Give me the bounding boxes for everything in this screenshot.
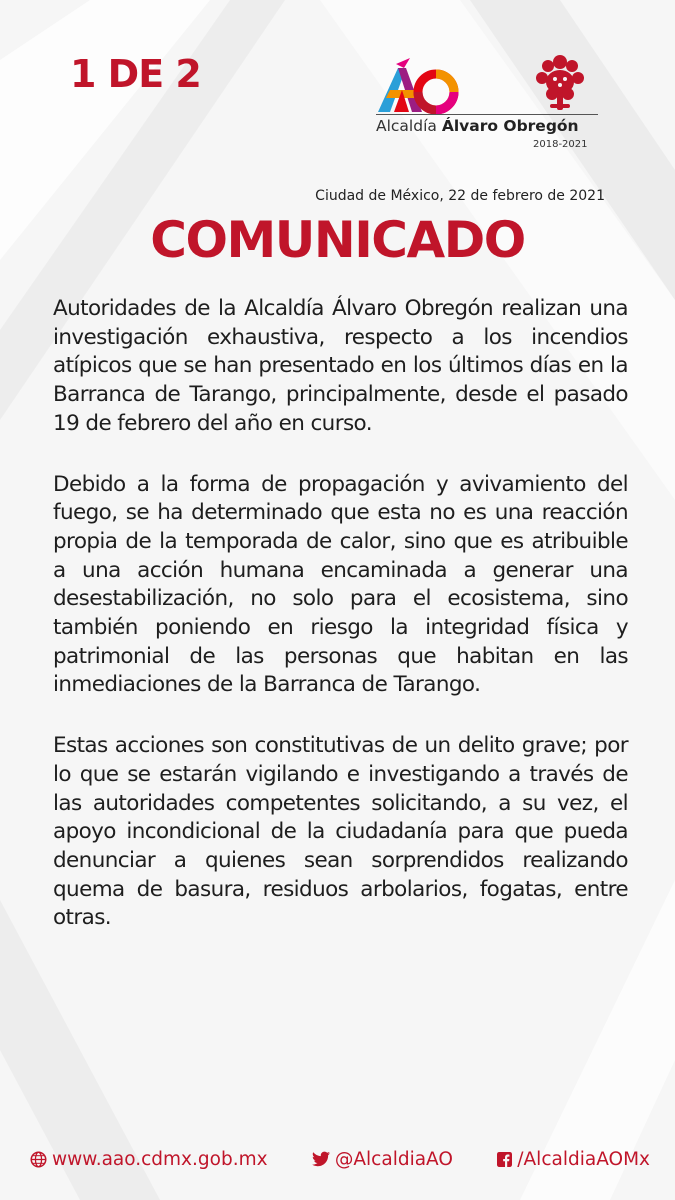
twitter-bird-icon xyxy=(312,1151,330,1167)
alcaldia-logo xyxy=(372,50,622,160)
logo-years: 2018-2021 xyxy=(533,139,588,150)
logo-name-prefix: Alcaldía xyxy=(376,117,437,135)
footer-website[interactable] xyxy=(30,1149,268,1170)
paragraph-3: Estas acciones son constitutivas de un delito grave; por lo que se estarán vigilando e investigando a través de las autoridades competentes solicitando, a su vez, el apoyo incondicional de la ciudadanía para que pueda denunciar a quienes sean sorprendidos realizando quema de basura, residuos arbolarios, fogatas, entre otras. xyxy=(53,733,628,931)
footer-facebook[interactable] xyxy=(497,1149,650,1170)
body-text xyxy=(53,295,628,965)
logo-name-bold: Álvaro Obregón xyxy=(441,117,579,135)
footer xyxy=(30,1146,650,1172)
page-counter: 1 DE 2 xyxy=(70,52,201,96)
paragraph-1: Autoridades de la Alcaldía Álvaro Obregón realizan una investigación exhaustiva, respecto a los incendios atípicos que se han presentado en los últimos días en la Barranca de Tarango, principalmente, desde el pasado 19 de febrero del año en curso. xyxy=(53,296,628,436)
dateline: Ciudad de México, 22 de febrero de 2021 xyxy=(315,188,605,204)
coat-of-arms-icon xyxy=(532,52,588,112)
footer-website-label: www.aao.cdmx.gob.mx xyxy=(52,1148,268,1170)
globe-icon xyxy=(30,1151,47,1168)
page-title: COMUNICADO xyxy=(150,211,525,269)
facebook-icon xyxy=(497,1152,512,1167)
footer-twitter-label: @AlcaldiaAO xyxy=(334,1148,453,1170)
logo-divider xyxy=(376,114,598,115)
ao-logo-mark-icon xyxy=(376,54,460,118)
footer-facebook-label: /AlcaldiaAOMx xyxy=(517,1148,650,1170)
footer-twitter[interactable] xyxy=(312,1149,453,1170)
logo-name xyxy=(376,117,579,135)
paragraph-2: Debido a la forma de propagación y avivamiento del fuego, se ha determinado que esta no es una reacción propia de la temporada de calor, sino que es atribuible a una acción humana encaminada a generar una desestabilización, no solo para el ecosistema, sino también poniendo en riesgo la integridad física y patrimonial de las personas que habitan en las inmediaciones de la Barranca de Tarango. xyxy=(53,471,628,698)
